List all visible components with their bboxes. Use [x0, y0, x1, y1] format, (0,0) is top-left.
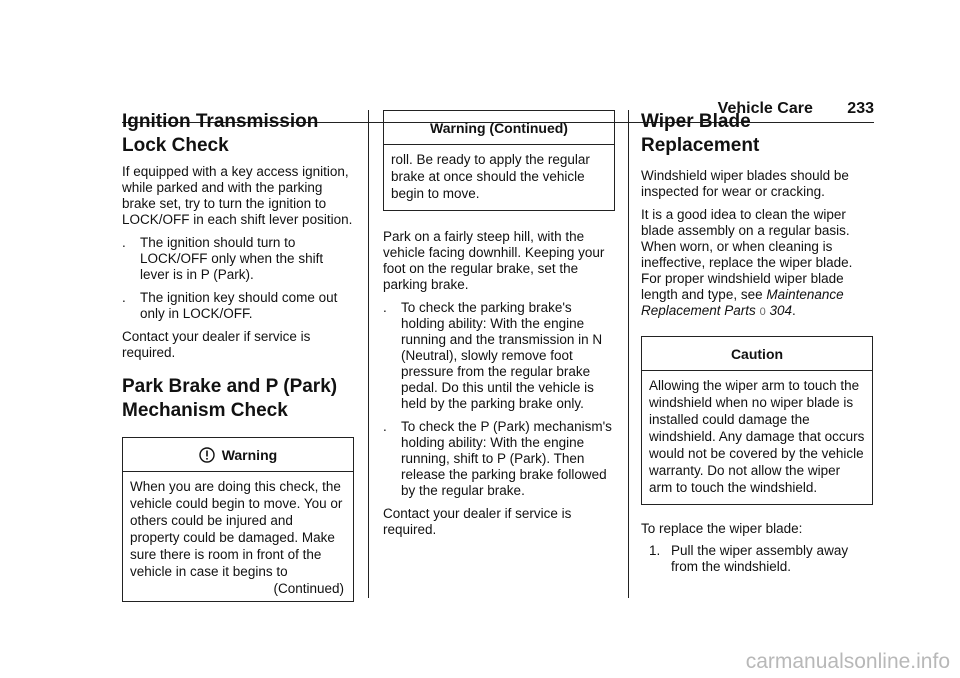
wiper-p2 [641, 207, 873, 320]
warning-continued: (Continued) [273, 581, 344, 596]
park-brake-heading-line2: Mechanism Check [122, 400, 288, 421]
page-number: 233 [847, 100, 874, 117]
warning-body-text: When you are doing this check, the vehicle could begin to move. You or others could be injured and property could be damaged. Make sure there is room in front of the vehicle in case it begins to [130, 479, 343, 579]
column-3 [641, 110, 873, 575]
list-item [383, 419, 615, 499]
wiper-p2-end: . [792, 303, 796, 318]
list-item [122, 290, 354, 322]
column-2 [383, 110, 615, 545]
column-1 [122, 110, 354, 612]
park-intro: Park on a fairly steep hill, with the vehicle facing downhill. Keeping your foot on the regular brake, set the parking brake. [383, 229, 605, 292]
bullet-marker: . [122, 290, 126, 305]
replace-intro: To replace the wiper blade: [641, 521, 803, 536]
ignition-contact: Contact your dealer if service is required. [122, 329, 311, 360]
bullet-text: The ignition should turn to LOCK/OFF only when the shift lever is in P (Park). [140, 235, 324, 282]
column-divider-2 [628, 110, 629, 598]
wiper-p1: Windshield wiper blades should be inspected for wear or cracking. [641, 168, 849, 199]
ignition-lock-heading-line2: Lock Check [122, 135, 229, 156]
caution-body: Allowing the wiper arm to touch the windshield when no wiper blade is installed could damage the windshield. Any damage that occurs would not be covered by the vehicle warranty. Do not allow the wiper arm to touch the windshield. [649, 378, 865, 495]
warning-box [122, 437, 354, 602]
warning-continued-box [383, 110, 615, 211]
list-item [641, 543, 873, 575]
ignition-lock-heading-line1: Ignition Transmission [122, 111, 319, 132]
ignition-lock-heading [122, 110, 354, 158]
caution-title: Caution [642, 337, 872, 371]
park-brake-heading [122, 375, 354, 423]
warning-continued-title: Warning (Continued) [384, 111, 614, 145]
bullet-text: To check the P (Park) mechanism's holding ability: With the engine running, shift to P (Park). Then release the parking brake followed by the regular brake. [401, 419, 612, 498]
ignition-intro: If equipped with a key access ignition, while parked and with the parking brake set, try to turn the ignition to LOCK/OFF in each shift lever position. [122, 164, 353, 227]
warning-box-body [123, 472, 353, 601]
warning-box-title [123, 438, 353, 472]
wiper-p2-text: It is a good idea to clean the wiper blade assembly on a regular basis. When worn, or when cleaning is ineffective, replace the wiper blade. For proper windshield wiper blade length and type, see [641, 207, 853, 302]
bullet-marker: . [383, 300, 387, 315]
caution-box [641, 336, 873, 505]
bullet-text: To check the parking brake's holding ability: With the engine running and the transmission in N (Neutral), slowly remove foot pressure from the regular brake pedal. Do this until the vehicle is held by the parking brake only. [401, 300, 603, 411]
bullet-marker: . [383, 419, 387, 434]
page-ref-number[interactable]: 304 [769, 303, 792, 318]
step-text: Pull the wiper assembly away from the windshield. [671, 543, 849, 574]
list-item [383, 300, 615, 412]
bullet-marker: . [122, 235, 126, 250]
page-ref-symbol: 0 [759, 306, 766, 318]
park-contact: Contact your dealer if service is required. [383, 506, 572, 537]
step-number: 1. [649, 543, 661, 558]
bullet-text: The ignition key should come out only in LOCK/OFF. [140, 290, 338, 321]
wiper-heading: Wiper Blade Replacement [641, 111, 760, 156]
watermark: carmanualsonline.info [745, 650, 950, 673]
park-brake-heading-line1: Park Brake and P (Park) [122, 376, 338, 397]
list-item [122, 235, 354, 283]
warning-title-text: Warning [221, 447, 278, 463]
warning-icon [199, 447, 215, 463]
warning-continued-body: roll. Be ready to apply the regular brake at once should the vehicle begin to move. [391, 152, 590, 201]
column-divider-1 [368, 110, 369, 598]
section-title: Vehicle Care [717, 100, 813, 117]
maintenance-parts-link[interactable]: Maintenance Replacement Parts [641, 287, 844, 318]
